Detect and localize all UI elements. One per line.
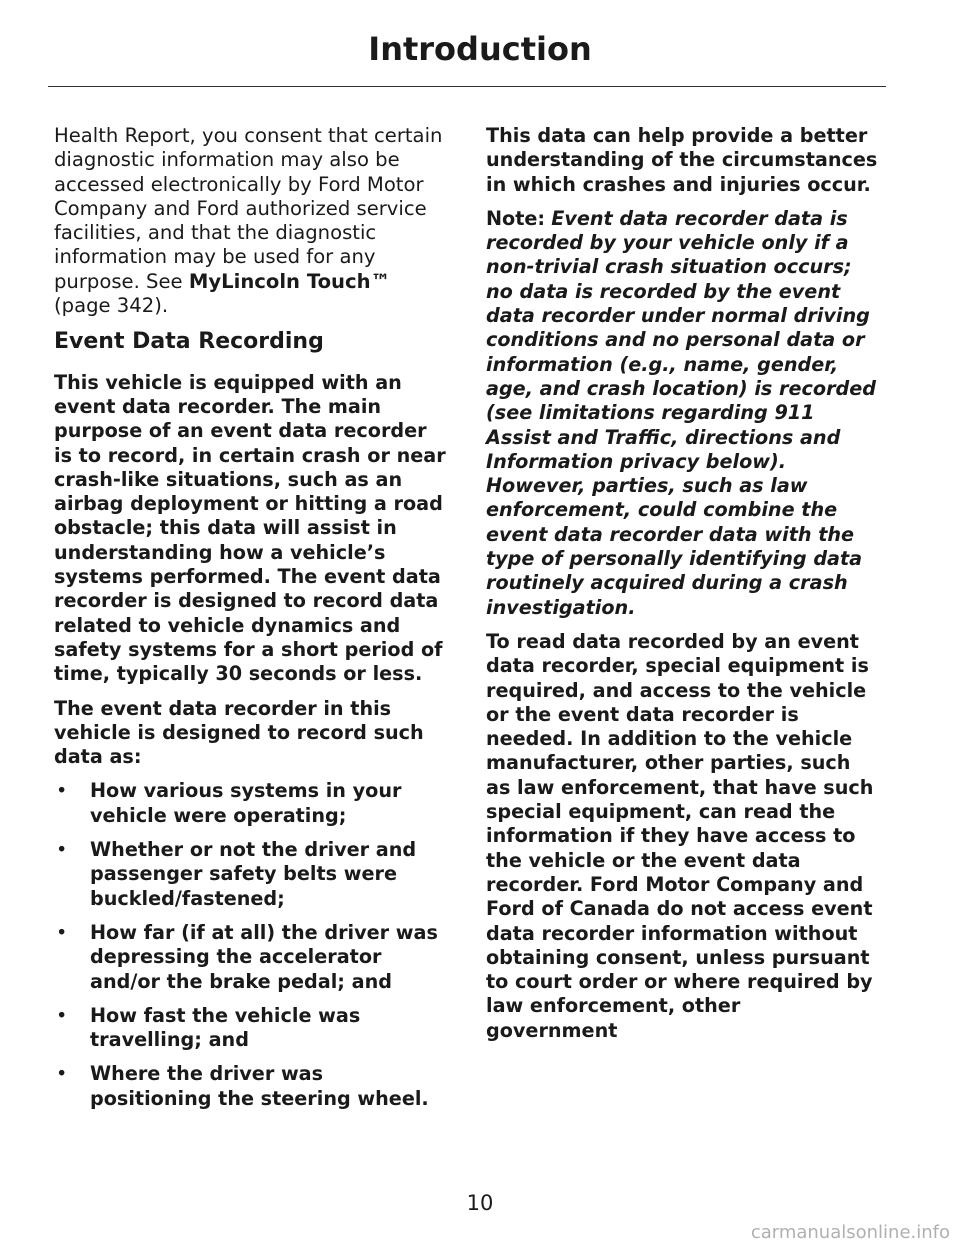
list-item-text: How various systems in your vehicle were operating; bbox=[90, 779, 402, 827]
list-item bbox=[54, 838, 446, 911]
reading-data-paragraph: To read data recorded by an event data recorder, special equipment is required, and access to the vehicle or the event data recorder is needed. In addition to the vehicle manufacturer, other parties, such as law enforcement, that have such special equipment, can read the information if they have access to the vehicle or the event data recorder. Ford Motor Company and Ford of Canada do not access event data recorder information without obtaining consent, unless pursuant to court order or where required by law enforcement, other government bbox=[486, 629, 874, 1042]
bullet-icon: • bbox=[56, 920, 68, 944]
list-item-text: How far (if at all) the driver was depressing the accelerator and/or the brake pedal; and bbox=[90, 920, 438, 993]
left-column bbox=[54, 124, 446, 1121]
list-item bbox=[54, 1004, 446, 1053]
list-item-text: Whether or not the driver and passenger safety belts were buckled/fastened; bbox=[90, 838, 417, 910]
list-item bbox=[54, 779, 446, 828]
understanding-paragraph: This data can help provide a better understanding of the circumstances in which crashes and injuries occur. bbox=[486, 124, 878, 196]
header-divider bbox=[48, 86, 886, 87]
list-item-text: How fast the vehicle was travelling; and bbox=[90, 1003, 361, 1052]
mylincoln-touch-reference: MyLincoln Touch™ bbox=[188, 269, 391, 293]
bullet-icon: • bbox=[56, 779, 68, 803]
list-item bbox=[54, 1062, 446, 1111]
intro-text: Health Report, you consent that certain diagnostic information may also be accessed electronically by Ford Motor Company and Ford authorized service facilities, and that the diagnostic information may be used for any purpose. See bbox=[54, 124, 443, 293]
page-title: Introduction bbox=[368, 30, 592, 68]
list-item-text: Where the driver was positioning the steering wheel. bbox=[90, 1062, 429, 1110]
bullet-icon: • bbox=[56, 1062, 68, 1086]
recorded-data-list bbox=[54, 779, 446, 1111]
note-paragraph bbox=[486, 207, 878, 620]
list-item bbox=[54, 921, 446, 994]
bullet-icon: • bbox=[56, 1003, 68, 1027]
intro-paragraph bbox=[54, 124, 446, 318]
note-text: Event data recorder data is recorded by your vehicle only if a non-trivial crash situation occurs; no data is recorded by the event data recorder under normal driving conditions and no personal data or information (e.g., name, gender, age, and crash location) is recorded (see limitations regarding 911 Assist and Traffic, directions and Information privacy below). However, parties, such as law enforcement, could combine the event data recorder data with the type of personally identifying data routinely acquired during a crash investigation. bbox=[486, 206, 877, 619]
page-number: 10 bbox=[466, 1191, 494, 1215]
intro-page-reference: (page 342). bbox=[54, 294, 169, 318]
record-data-paragraph: The event data recorder in this vehicle is designed to record such data as: bbox=[54, 696, 424, 769]
bullet-icon: • bbox=[56, 838, 68, 862]
event-data-paragraph: This vehicle is equipped with an event data recorder. The main purpose of an event data recorder is to record, in certain crash or near crash-like situations, such as an airbag deployment or hitting a road obstacle; this data will assist in understanding how a vehicle’s systems performed. The event data recorder is designed to record data related to vehicle dynamics and safety systems for a short period of time, typically 30 seconds or less. bbox=[54, 370, 446, 686]
right-column bbox=[486, 124, 878, 1053]
watermark-text: carmanualsonline.info bbox=[750, 1222, 950, 1243]
section-heading: Event Data Recording bbox=[54, 329, 324, 355]
note-label: Note: bbox=[486, 206, 546, 230]
